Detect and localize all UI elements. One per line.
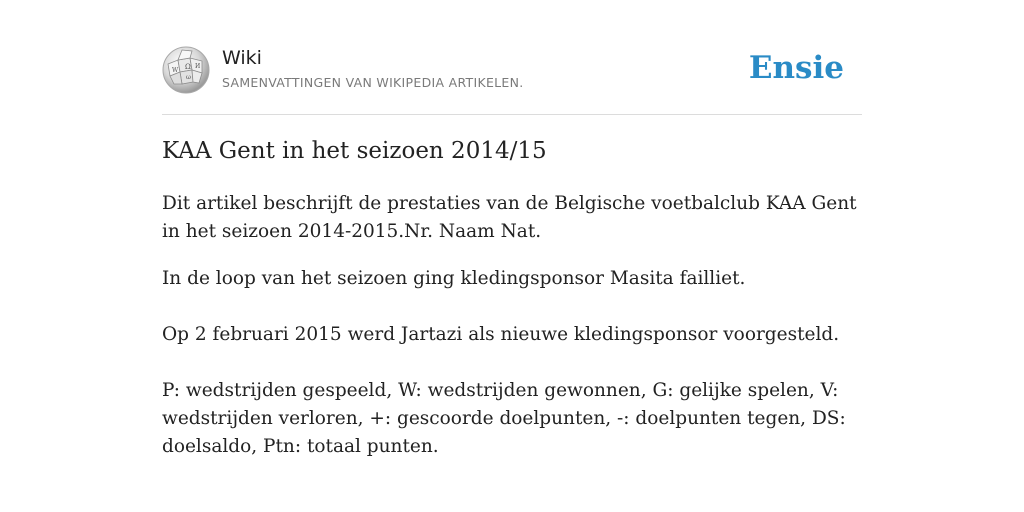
wikipedia-globe-icon[interactable] (162, 46, 210, 94)
paragraph: P: wedstrijden gespeeld, W: wedstrijden gewonnen, G: gelijke spelen, V: wedstrijden verloren, +: gescoorde doelpunten, -: doelpunten tegen, DS: doelsaldo, Ptn: totaal punten. (162, 380, 846, 457)
page-title: KAA Gent in het seizoen 2014/15 (162, 138, 547, 164)
site-name[interactable]: Wiki (222, 47, 262, 69)
paragraph: In de loop van het seizoen ging kledingsponsor Masita failliet. (162, 268, 746, 289)
logo-letter: ω (186, 74, 191, 81)
brand-logo[interactable]: Ensie (748, 50, 844, 86)
logo-letter: Ω (185, 63, 191, 71)
logo-letter: W (172, 67, 179, 74)
site-header (162, 44, 862, 115)
site-tagline: SAMENVATTINGEN VAN WIKIPEDIA ARTIKELEN. (222, 75, 524, 90)
article-body (162, 190, 862, 461)
paragraph: Dit artikel beschrijft de prestaties van de Belgische voetbalclub KAA Gent in het seizoen 2014-2015.Nr. Naam Nat. (162, 193, 857, 242)
paragraph: Op 2 februari 2015 werd Jartazi als nieuwe kledingsponsor voorgesteld. (162, 324, 840, 345)
logo-letter: И (195, 63, 201, 70)
